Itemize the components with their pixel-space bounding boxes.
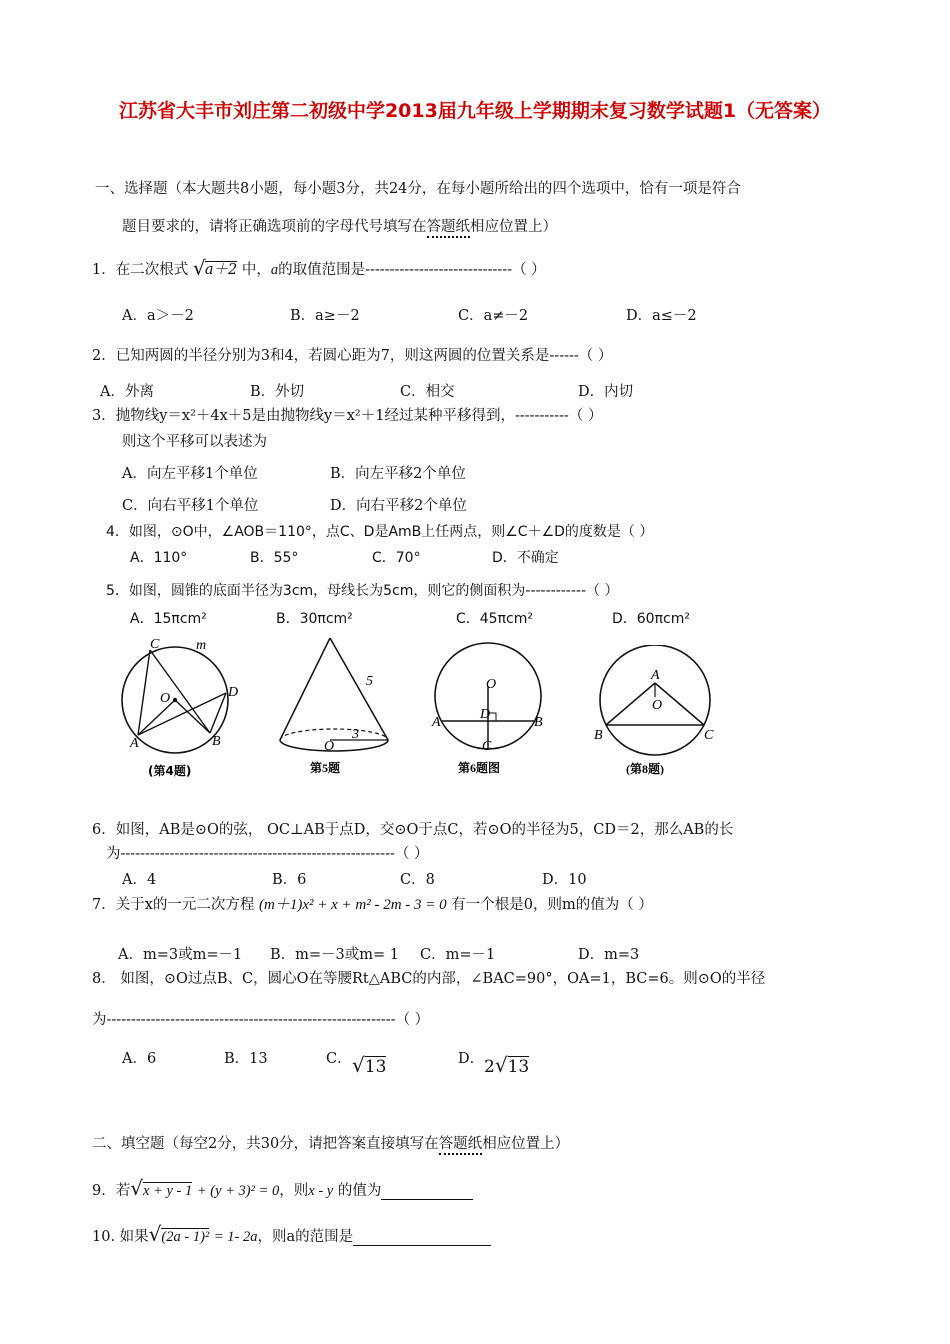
q10-answer-blank[interactable] <box>353 1229 491 1246</box>
q3-option-d: D．向右平移2个单位 <box>330 498 467 514</box>
q9-text-d: 的值为 <box>337 1183 382 1199</box>
section1-emphasis: 答题纸 <box>427 219 471 238</box>
q9-expr: x - y <box>308 1183 334 1199</box>
q7-option-a: A．m=3或m=－1 <box>118 947 243 963</box>
fig4-label-b: B <box>212 734 221 749</box>
q8-option-c-label: C． <box>326 1051 352 1067</box>
q5-option-d: D．60πcm² <box>612 611 690 627</box>
fig6-label-o: O <box>486 677 497 692</box>
fig6-label-a: A <box>432 715 441 730</box>
fig8-label-c: C <box>704 728 714 743</box>
fig5-label-3: 3 <box>352 727 359 742</box>
q9-text-b: + (y + 3)² = 0 <box>196 1183 280 1199</box>
section2-emphasis: 答题纸 <box>439 1136 483 1155</box>
q8-option-d <box>458 1047 484 1068</box>
q8-option-c-sqrt: √13 <box>352 1053 387 1077</box>
q8-option-d-radicand: 13 <box>507 1057 530 1077</box>
q7-option-c: C．m=－1 <box>420 947 496 963</box>
q7-equation: (m＋1)x² + x + m² - 2m - 3 = 0 <box>259 897 447 913</box>
q10-text-a: 10. 如果 <box>92 1229 149 1245</box>
q1-text-b: 中， <box>241 262 271 278</box>
q1-option-d: D．a≤－2 <box>626 308 697 324</box>
fig4-label-a: A <box>130 736 139 751</box>
fig8-label-a: A <box>651 668 660 683</box>
q1-sqrt: √ a＋2 <box>192 256 238 280</box>
fig5-caption: 第5题 <box>310 761 341 775</box>
q9-text-a: 9．若 <box>92 1183 131 1199</box>
section1-text-a: 题目要求的，请将正确选项前的字母代号填写在 <box>122 219 427 235</box>
q7-option-d: D．m=3 <box>578 947 640 963</box>
q4-option-a: A．110° <box>130 550 188 566</box>
q7-text-a: 7．关于x的一元二次方程 <box>92 897 255 913</box>
q1-text-c: 的取值范围是------------------------------（ ） <box>278 262 546 278</box>
q6-option-a: A．4 <box>122 872 157 888</box>
question-10: 10. 如果√(2a - 1)² = 1- 2a，则a的范围是 <box>92 1222 491 1246</box>
q4-option-c: C．70° <box>372 550 421 566</box>
q2-option-b: B．外切 <box>250 384 305 400</box>
q8-option-d-label: D． <box>458 1051 485 1067</box>
q7-text-b: 有一个根是0，则m的值为（ ） <box>451 897 653 913</box>
figure-8 <box>592 645 722 785</box>
fig6-label-c: C <box>482 739 492 754</box>
question-8-line2: 为-----------------------------------------------------------（ ） <box>92 1012 430 1028</box>
q1-text-a: 1．在二次根式 <box>92 262 189 278</box>
q10-text-c: ，则a的范围是 <box>257 1229 354 1245</box>
q8-option-d-coef: 2 <box>484 1057 495 1077</box>
q5-option-c: C．45πcm² <box>456 611 533 627</box>
fig4-label-o: O <box>160 691 171 706</box>
q8-option-c-radicand: 13 <box>364 1057 387 1077</box>
q6-option-b: B．6 <box>272 872 307 888</box>
page-title: 江苏省大丰市刘庄第二初级中学2013届九年级上学期期末复习数学试题1（无答案） <box>118 100 832 122</box>
q2-option-a: A．外离 <box>100 384 154 400</box>
q4-option-b: B．55° <box>250 550 299 566</box>
question-6-line2: 为--------------------------------------------------------（ ） <box>106 846 429 862</box>
q2-option-d: D．内切 <box>578 384 634 400</box>
q9-radicand: x + y - 1 <box>142 1183 193 1199</box>
fig4-label-m: m <box>196 638 207 653</box>
section1-heading: 一、选择题（本大题共8小题，每小题3分，共24分，在每小题所给出的四个选项中，恰有一项是符合 <box>95 181 741 197</box>
section2-text-a: 二、填空题（每空2分，共30分，请把答案直接填写在 <box>92 1136 439 1152</box>
question-7 <box>92 893 653 914</box>
question-9: 9．若√x + y - 1 + (y + 3)² = 0，则x - y 的值为 <box>92 1176 473 1200</box>
fig6-label-d: D <box>480 707 491 722</box>
q3-option-b: B．向左平移2个单位 <box>330 466 466 482</box>
q5-option-a: A．15πcm² <box>130 611 207 627</box>
question-5: 5．如图，圆锥的底面半径为3cm，母线长为5cm，则它的侧面积为------------（ ） <box>106 583 619 599</box>
q1-var: a <box>270 262 279 278</box>
q8-option-d-sqrt: 2√13 <box>484 1053 530 1077</box>
fig4-label-d: D <box>228 685 239 700</box>
q6-option-c: C．8 <box>400 872 435 888</box>
q6-option-d: D．10 <box>542 872 587 888</box>
section2-text-c: 相应位置上） <box>482 1136 570 1152</box>
question-2: 2．已知两圆的半径分别为3和4，若圆心距为7，则这两圆的位置关系是------（ ） <box>92 348 613 364</box>
q5-option-b: B．30πcm² <box>276 611 353 627</box>
fig8-label-b: B <box>594 728 603 743</box>
q9-text-c: ，则 <box>279 1183 309 1199</box>
section2-heading <box>92 1132 569 1153</box>
q2-option-c: C．相交 <box>400 384 455 400</box>
q9-answer-blank[interactable] <box>381 1183 473 1200</box>
fig8-caption: (第8题) <box>626 762 664 776</box>
fig4-label-c: C <box>150 637 160 652</box>
q10-radicand: (2a - 1)² <box>161 1229 210 1245</box>
q3-option-c: C．向右平移1个单位 <box>122 498 259 514</box>
figure-5 <box>270 630 400 785</box>
question-6: 6．如图，AB是⊙O的弦， OC⊥AB于点D，交⊙O于点C，若⊙O的半径为5，CD＝2，那么AB的长 <box>92 822 734 838</box>
q1-option-c: C．a≠－2 <box>458 308 529 324</box>
question-3: 3．抛物线y＝x²＋4x＋5是由抛物线y＝x²＋1经过某种平移得到，-----------（ ） <box>92 408 603 424</box>
fig8-label-o: O <box>652 698 663 713</box>
q1-radicand: a＋2 <box>204 262 238 278</box>
fig5-label-o: O <box>324 739 335 754</box>
q8-option-a: A．6 <box>122 1051 157 1067</box>
q4-option-d: D．不确定 <box>492 550 559 566</box>
q10-text-b: = 1- 2a <box>213 1229 258 1245</box>
question-1 <box>92 258 546 279</box>
fig5-label-5: 5 <box>366 674 373 689</box>
figure-4 <box>118 635 248 785</box>
q8-option-b: B．13 <box>224 1051 268 1067</box>
q1-option-a: A．a＞－2 <box>122 308 194 324</box>
q3-option-a: A．向左平移1个单位 <box>122 466 258 482</box>
question-3-line2: 则这个平移可以表述为 <box>122 434 267 450</box>
q1-option-b: B．a≥－2 <box>290 308 360 324</box>
q8-option-c <box>326 1047 352 1068</box>
figure-6 <box>430 638 550 783</box>
q7-option-b: B．m=－3或m= 1 <box>270 947 400 963</box>
section1-text-c: 相应位置上） <box>470 219 557 235</box>
section1-heading-line2 <box>122 215 557 236</box>
fig4-caption: (第4题) <box>148 764 192 778</box>
question-8: 8． 如图，⊙O过点B、C，圆心O在等腰Rt△ABC的内部，∠BAC=90°，OA=1，BC=6。则⊙O的半径 <box>92 971 766 987</box>
fig6-label-b: B <box>534 715 543 730</box>
fig6-caption: 第6题图 <box>458 761 501 775</box>
question-4: 4．如图，⊙O中，∠AOB＝110°，点C、D是AmB上任两点，则∠C＋∠D的度数是（ ） <box>106 524 654 540</box>
